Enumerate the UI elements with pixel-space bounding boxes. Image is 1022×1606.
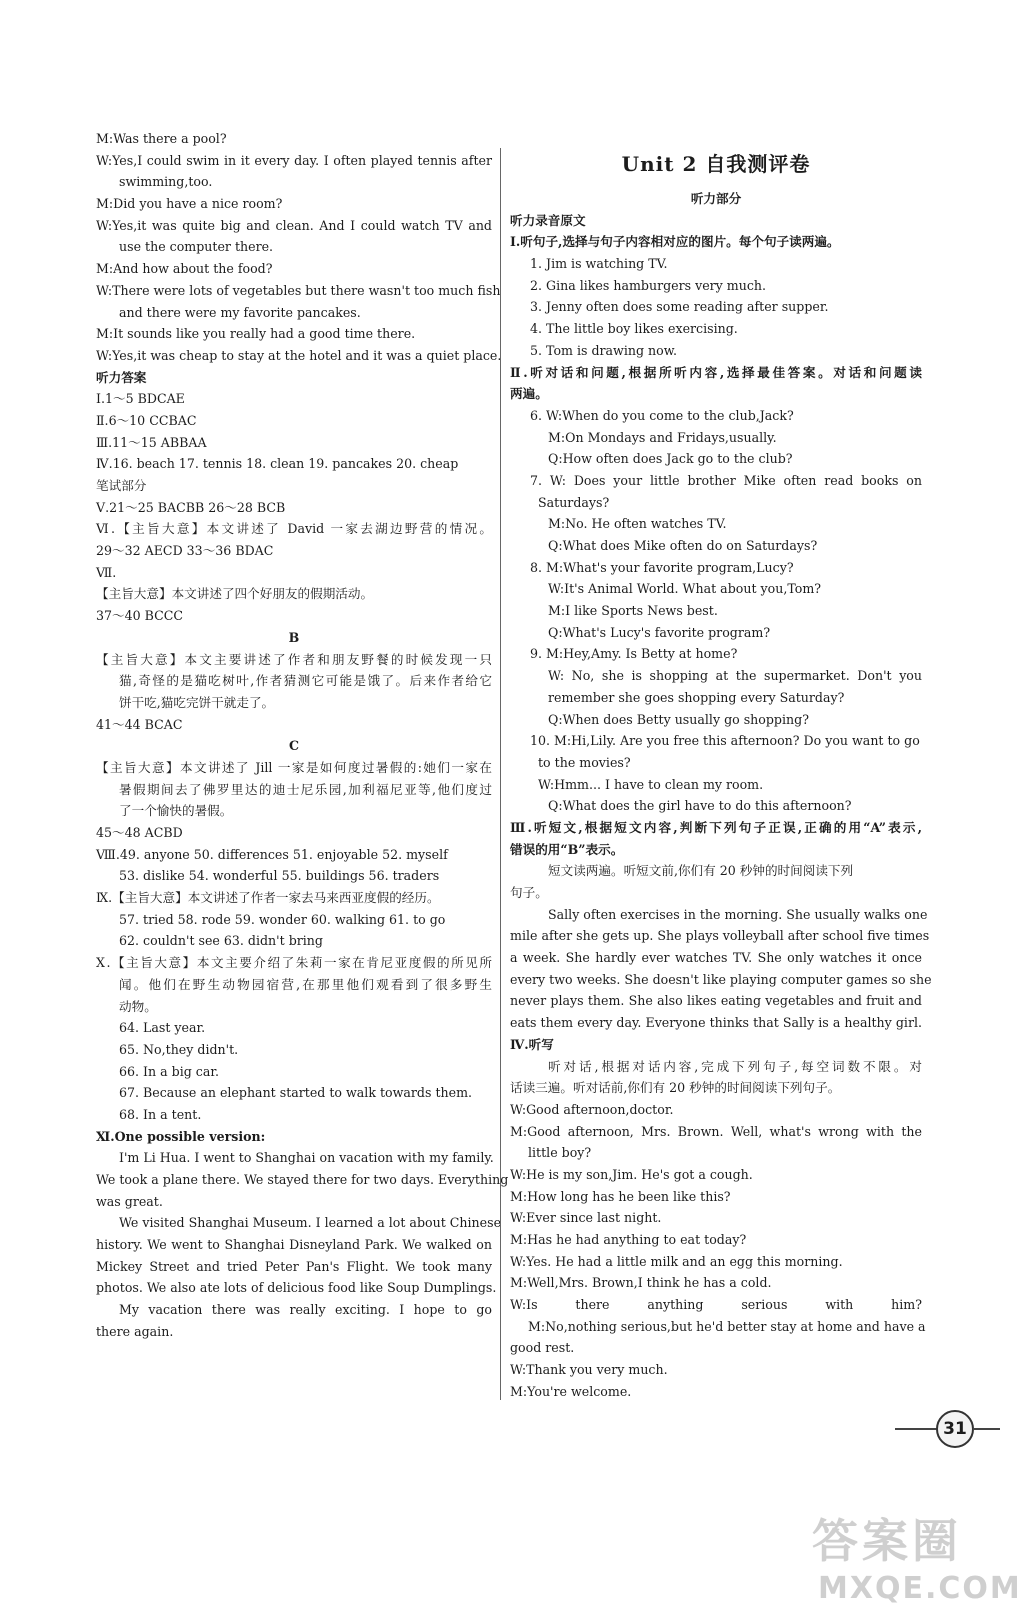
- page-rule-right: [973, 1428, 1000, 1430]
- right-line-48: M:Has he had anything to eat today?: [510, 1232, 747, 1247]
- right-line-42: W:Good afternoon,doctor.: [510, 1101, 674, 1117]
- left-line-44: 67. Because an elephant started to walk towards them.: [119, 1085, 473, 1101]
- left-line-7: W:There were lots of vegetables but there wasn't too much fish: [96, 282, 501, 298]
- right-line-6: 4. The little boy likes exercising.: [530, 321, 738, 337]
- left-line-42: 65. No,they didn't.: [119, 1041, 239, 1057]
- right-line-19: M:I like Sports News best.: [548, 603, 718, 619]
- right-column: [510, 138, 932, 1403]
- left-line-17: Ⅴ.21～25 BACBB 26～28 BCB: [96, 499, 286, 515]
- left-line-19: 29～32 AECD 33～36 BDAC: [96, 543, 274, 559]
- left-line-43: 66. In a big car.: [119, 1063, 219, 1079]
- right-line-34: mile after she gets up. She plays volleyball after school five times: [510, 928, 930, 944]
- left-line-32: 45～48 ACBD: [96, 825, 183, 840]
- left-line-28: C: [288, 738, 300, 754]
- left-line-15: Ⅳ.16. beach 17. tennis 18. clean 19. pancakes 20. cheap: [96, 456, 459, 472]
- right-line-46: M:How long has he been like this?: [510, 1188, 731, 1204]
- left-line-12: Ⅰ.1～5 BDCAE: [96, 391, 185, 407]
- left-line-16: 笔试部分: [96, 478, 147, 493]
- page-rule-left: [895, 1428, 939, 1430]
- left-line-23: B: [288, 629, 300, 645]
- right-line-21: 9. M:Hey,Amy. Is Betty at home?: [530, 646, 738, 662]
- right-line-3: 1. Jim is watching TV.: [530, 256, 668, 272]
- right-line-22: W: No, she is shopping at the supermarket. Don't you: [548, 668, 922, 684]
- left-line-55: there again.: [96, 1323, 174, 1339]
- right-line-0: 听力部分: [690, 191, 742, 206]
- left-line-30: 暑假期间去了佛罗里达的迪士尼乐园,加利福尼亚等,他们度过: [119, 781, 492, 797]
- left-line-29: 【主旨大意】本文讲述了 Jill 一家是如何度过暑假的:她们一家在: [96, 759, 492, 775]
- right-line-43: M:Good afternoon, Mrs. Brown. Well, what's wrong with the: [510, 1123, 922, 1139]
- right-line-41: 话读三遍。听对话前,你们有 20 秒钟的时间阅读下列句子。: [510, 1080, 841, 1096]
- right-line-53: good rest.: [510, 1340, 575, 1356]
- left-line-8: and there were my favorite pancakes.: [119, 304, 361, 320]
- right-line-30: 错误的用“B”表示。: [510, 841, 624, 857]
- left-line-21: 【主旨大意】本文讲述了四个好朋友的假期活动。: [96, 586, 374, 602]
- right-line-35: a week. She hardly ever watches TV. She only watches it once: [510, 950, 922, 966]
- left-column: [96, 128, 509, 1343]
- right-line-50: M:Well,Mrs. Brown,I think he has a cold.: [510, 1275, 772, 1291]
- right-line-24: Q:When does Betty usually go shopping?: [548, 711, 809, 727]
- left-line-34: 53. dislike 54. wonderful 55. buildings 56. traders: [119, 868, 440, 884]
- right-line-29: Ⅲ.听短文,根据短文内容,判断下列句子正误,正确的用“A”表示,: [510, 819, 922, 835]
- right-line-25: 10. M:Hi,Lily. Are you free this afternoon? Do you want to go: [530, 733, 920, 749]
- right-line-10: 6. W:When do you come to the club,Jack?: [530, 407, 794, 423]
- left-line-22: 37～40 BCCC: [96, 608, 184, 624]
- right-line-14: Saturdays?: [538, 494, 610, 510]
- right-line-27: W:Hmm... I have to clean my room.: [538, 776, 764, 792]
- left-line-50: We visited Shanghai Museum. I learned a lot about Chinese: [119, 1215, 502, 1231]
- watermark-site: MXQE.COM: [818, 1571, 1022, 1606]
- right-line-40: 听对话,根据对话内容,完成下列句子,每空词数不限。对: [548, 1058, 922, 1074]
- right-line-13: 7. W: Does your little brother Mike often read books on: [530, 472, 922, 488]
- right-line-4: 2. Gina likes hamburgers very much.: [530, 277, 767, 293]
- right-line-26: to the movies?: [538, 754, 631, 770]
- right-line-51: W:Is there anything serious with him?: [510, 1297, 922, 1313]
- left-line-46: Ⅺ.One possible version:: [96, 1128, 266, 1144]
- left-line-20: Ⅶ.: [96, 564, 117, 580]
- left-line-9: M:It sounds like you really had a good time there.: [96, 326, 416, 342]
- left-line-13: Ⅱ.6～10 CCBAC: [96, 412, 197, 428]
- left-line-1: W:Yes,I could swim in it every day. I often played tennis after: [96, 152, 492, 168]
- right-line-15: M:No. He often watches TV.: [548, 516, 727, 532]
- unit-title: Unit 2 自我测评卷: [621, 152, 811, 176]
- right-line-45: W:He is my son,Jim. He's got a cough.: [510, 1166, 753, 1182]
- right-line-44: little boy?: [528, 1145, 592, 1161]
- right-line-55: M:You're welcome.: [510, 1383, 632, 1399]
- right-line-16: Q:What does Mike often do on Saturdays?: [548, 538, 818, 553]
- right-line-8: Ⅱ.听对话和问题,根据所听内容,选择最佳答案。对话和问题读: [510, 364, 922, 380]
- right-line-9: 两遍。: [510, 386, 548, 402]
- left-line-49: was great.: [96, 1193, 163, 1209]
- left-line-45: 68. In a tent.: [119, 1106, 202, 1122]
- right-line-7: 5. Tom is drawing now.: [530, 342, 678, 358]
- left-line-31: 了一个愉快的暑假。: [119, 803, 233, 819]
- left-line-40: 动物。: [119, 998, 157, 1014]
- left-line-51: history. We went to Shanghai Disneyland Park. We walked on: [96, 1237, 492, 1253]
- left-line-6: M:And how about the food?: [96, 261, 273, 277]
- right-line-52: M:No,nothing serious,but he'd better stay at home and have a: [528, 1318, 926, 1334]
- right-line-11: M:On Mondays and Fridays,usually.: [548, 429, 777, 445]
- right-line-18: W:It's Animal World. What about you,Tom?: [548, 581, 822, 597]
- left-line-10: W:Yes,it was cheap to stay at the hotel and it was a quiet place.: [96, 347, 502, 363]
- right-line-39: Ⅳ.听写: [510, 1036, 554, 1052]
- right-line-36: every two weeks. She doesn't like playing computer games so she: [510, 971, 932, 987]
- left-line-24: 【主旨大意】本文主要讲述了作者和朋友野餐的时候发现一只: [96, 651, 492, 667]
- right-line-5: 3. Jenny often does some reading after supper.: [530, 299, 829, 315]
- column-divider: [500, 148, 501, 1400]
- left-line-27: 41～44 BCAC: [96, 716, 183, 732]
- page-number: 31: [936, 1410, 974, 1448]
- right-line-23: remember she goes shopping every Saturday?: [548, 689, 845, 705]
- left-line-54: My vacation there was really exciting. I hope to go: [119, 1302, 492, 1318]
- left-line-33: Ⅷ.49. anyone 50. differences 51. enjoyable 52. myself: [96, 846, 448, 862]
- right-line-20: Q:What's Lucy's favorite program?: [548, 624, 771, 640]
- left-line-0: M:Was there a pool?: [96, 131, 227, 146]
- right-line-1: 听力录音原文: [510, 212, 586, 228]
- right-line-2: Ⅰ.听句子,选择与句子内容相对应的图片。每个句子读两遍。: [510, 234, 840, 250]
- left-line-47: I'm Li Hua. I went to Shanghai on vacation with my family.: [119, 1150, 494, 1166]
- watermark-logo: [812, 1505, 1022, 1606]
- right-line-49: W:Yes. He had a little milk and an egg this morning.: [510, 1253, 843, 1269]
- left-line-38: Ⅹ.【主旨大意】本文主要介绍了朱莉一家在肯尼亚度假的所见所: [96, 955, 492, 971]
- left-line-53: photos. We also ate lots of delicious food like Soup Dumplings.: [96, 1280, 497, 1296]
- left-line-37: 62. couldn't see 63. didn't bring: [119, 933, 323, 949]
- right-line-28: Q:What does the girl have to do this afternoon?: [548, 798, 852, 814]
- left-line-5: use the computer there.: [119, 239, 274, 255]
- right-line-38: eats them every day. Everyone thinks that Sally is a healthy girl.: [510, 1015, 922, 1031]
- left-line-52: Mickey Street and tried Peter Pan's Flight. We took many: [96, 1258, 492, 1274]
- right-line-12: Q:How often does Jack go to the club?: [548, 451, 793, 467]
- right-line-17: 8. M:What's your favorite program,Lucy?: [530, 559, 794, 575]
- right-line-47: W:Ever since last night.: [510, 1210, 662, 1226]
- left-line-4: W:Yes,it was quite big and clean. And I could watch TV and: [96, 217, 492, 233]
- right-line-54: W:Thank you very much.: [510, 1362, 668, 1378]
- left-line-2: swimming,too.: [119, 174, 213, 190]
- right-line-33: Sally often exercises in the morning. She usually walks one: [548, 906, 928, 922]
- watermark-logo-text: 答案圈: [812, 1514, 962, 1568]
- left-line-36: 57. tried 58. rode 59. wonder 60. walking 61. to go: [119, 911, 446, 927]
- right-line-37: never plays them. She also likes eating vegetables and fruit and: [510, 993, 922, 1009]
- left-line-18: Ⅵ.【主旨大意】本文讲述了 David 一家去湖边野营的情况。: [96, 521, 492, 537]
- left-line-14: Ⅲ.11～15 ABBAA: [96, 434, 207, 450]
- left-line-3: M:Did you have a nice room?: [96, 196, 283, 212]
- left-line-11: 听力答案: [96, 369, 147, 385]
- left-line-41: 64. Last year.: [119, 1020, 206, 1036]
- left-line-48: We took a plane there. We stayed there for two days. Everything: [96, 1172, 509, 1187]
- left-line-26: 饼干吃,猫吃完饼干就走了。: [119, 694, 275, 710]
- left-line-35: Ⅸ.【主旨大意】本文讲述了作者一家去马来西亚度假的经历。: [96, 890, 440, 906]
- left-line-39: 闻。他们在野生动物园宿营,在那里他们观看到了很多野生: [119, 976, 492, 992]
- right-line-31: 短文读两遍。听短文前,你们有 20 秒钟的时间阅读下列: [548, 863, 854, 879]
- right-line-32: 句子。: [510, 885, 548, 900]
- left-line-25: 猫,奇怪的是猫吃树叶,作者猜测它可能是饿了。后来作者给它: [119, 673, 492, 689]
